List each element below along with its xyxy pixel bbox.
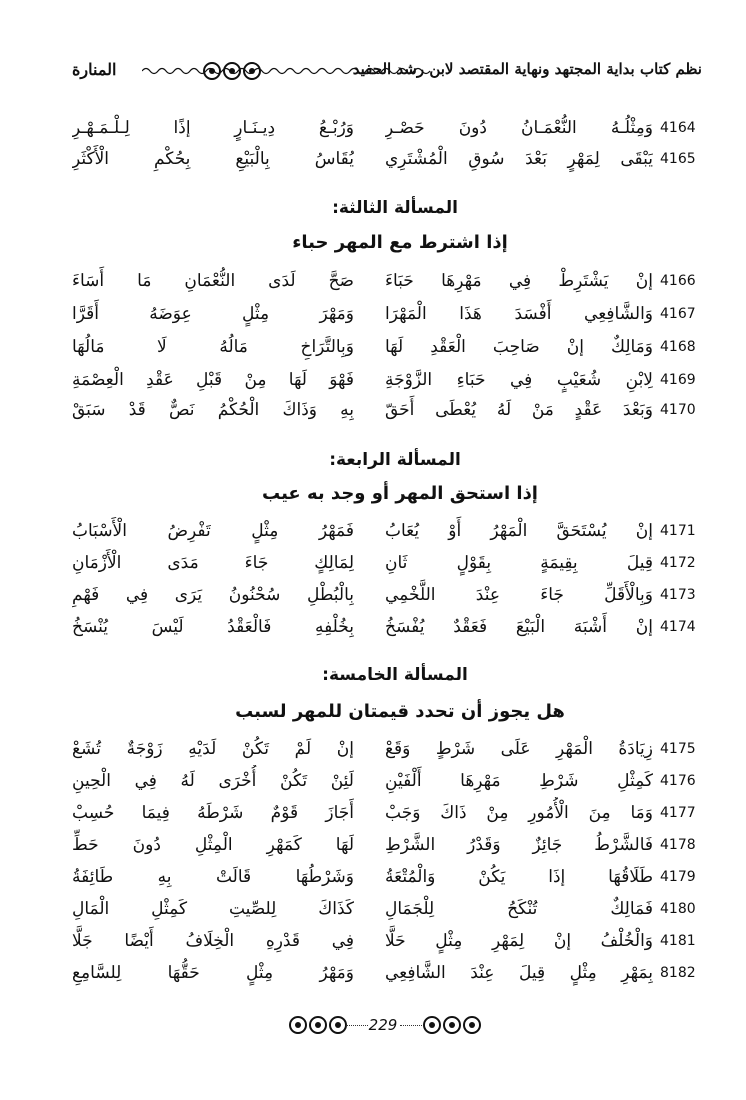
verse-first-hemistich: وَمَالِكٌ إنْ صَاحِبَ الْعَقْدِ لَهَا [385, 337, 653, 357]
footer-rule [400, 1025, 422, 1026]
verse-first-hemistich: وَبِالْأَقَلِّ جَاءَ عِنْدَ اللَّخْمِي [385, 585, 653, 605]
verse-number: 4173 [660, 587, 696, 603]
verse-first-hemistich: إنْ يَشْتَرِطْ فِي مَهْرِهَا حَبَاءَ [385, 271, 653, 291]
verse-row [0, 298, 746, 330]
verse-row [0, 957, 746, 989]
verse-number: 8182 [660, 965, 696, 981]
verse-first-hemistich: إنْ يُسْتَحَقَّ الْمَهْرُ أَوْ يُعَابُ [385, 521, 653, 541]
verse-number: 4166 [660, 273, 696, 289]
section-title: المسألة الخامسة: [322, 665, 468, 685]
verse-number: 4165 [660, 151, 696, 167]
section-subtitle: هل يجوز أن تحدد قيمتان للمهر لسبب [235, 701, 565, 722]
section-subtitle: إذا استحق المهر أو وجد به عيب [262, 483, 538, 504]
flower-ornament-icon [288, 1013, 348, 1037]
verse-number: 4167 [660, 306, 696, 322]
verse-number: 4179 [660, 869, 696, 885]
verse-second-hemistich: بِخُلْفِهِ فَالْعَقْدُ لَيْسَ يُنْسَخُ [72, 617, 354, 637]
section-subtitle: إذا اشترط مع المهر حباء [292, 232, 508, 253]
verse-first-hemistich: طَلَاقُهَا إذَا يَكُنْ وَالْمُتْعَةُ [385, 867, 653, 887]
verse-row [0, 265, 746, 297]
verse-row [0, 331, 746, 363]
verse-second-hemistich: فِي قَدْرِهِ الْخِلَافُ أَيْضًا جَلَّا [72, 931, 354, 951]
verse-first-hemistich: وَالشَّافِعِي أَفْسَدَ هَذَا الْمَهْرَا [385, 304, 653, 324]
verse-number: 4164 [660, 120, 696, 136]
verse-number: 4171 [660, 523, 696, 539]
verse-first-hemistich: قِيلَ بِقِيمَةٍ بِقَوْلٍ ثَانِ [385, 553, 653, 573]
verse-second-hemistich: وَرُبْـعُ دِيـنَـارٍ إذًا لِـلْـمَـهْـرِ [72, 118, 354, 138]
verse-row [0, 829, 746, 861]
footer-rule [346, 1025, 368, 1026]
verse-first-hemistich: إنْ أَشْبَهَ الْبَيْعَ فَعَقْدٌ يُفْسَخُ [385, 617, 653, 637]
verse-row [0, 364, 746, 396]
verse-second-hemistich: كَذَاكَ لِلصِّيتِ كَمِثْلِ الْمَالِ [72, 899, 354, 919]
verse-second-hemistich: لَئِنْ تَكُنْ أُخْرَى لَهُ فِي الْحِينِ [72, 771, 354, 791]
verse-second-hemistich: يُقَاسُ بِالْبَيْعِ بِحُكْمِ الْأَكْثَرِ [72, 149, 354, 169]
verse-row [0, 394, 746, 426]
header-series-label: المنارة [72, 60, 117, 79]
header-wave-rule [142, 66, 434, 76]
verse-first-hemistich: وَمِثْلُـهُ النُّعْمَـانُ دُونَ حَصْـرِ [385, 118, 653, 138]
verse-second-hemistich: بِالْبُطْلِ سُحْنُونُ يَرَى فِي فَهْمِ [72, 585, 354, 605]
verse-number: 4169 [660, 372, 696, 388]
verse-number: 4180 [660, 901, 696, 917]
verse-row [0, 925, 746, 957]
verse-second-hemistich: فَهْوَ لَهَا مِنْ قَبْلِ عَقْدِ الْعِصْمَةِ [72, 370, 354, 390]
verse-row [0, 611, 746, 643]
verse-row [0, 893, 746, 925]
flower-ornament-icon [422, 1013, 482, 1037]
verse-row [0, 579, 746, 611]
verse-number: 4168 [660, 339, 696, 355]
verse-second-hemistich: صَحَّ لَدَى النُّعْمَانِ مَا أَسَاءَ [72, 271, 354, 291]
verse-first-hemistich: بِمَهْرِ مِثْلٍ قِيلَ عِنْدَ الشَّافِعِي [385, 963, 653, 983]
verse-first-hemistich: فَالشَّرْطُ جَائِزٌ وَقَدْرُ الشَّرْطِ [385, 835, 653, 855]
verse-second-hemistich: وَمَهْرَ مِثْلٍ عِوَضَهُ أَقَرَّا [72, 304, 354, 324]
verse-row [0, 112, 746, 144]
verse-number: 4176 [660, 773, 696, 789]
page-footer [280, 1012, 480, 1042]
verse-number: 4181 [660, 933, 696, 949]
verse-row [0, 733, 746, 765]
verse-first-hemistich: لِابْنِ شُعَيْبٍ فِي حَبَاءِ الزَّوْجَةِ [385, 370, 653, 390]
verse-row [0, 143, 746, 175]
page-number: 229 [368, 1016, 398, 1034]
verse-first-hemistich: يَبْقَى لِمَهْرٍ بَعْدَ سُوقِ الْمُشْتَرِي [385, 149, 653, 169]
verse-row [0, 861, 746, 893]
verse-first-hemistich: وَمَا مِنَ الْأُمُورِ مِنْ ذَاكَ وَجَبْ [385, 803, 653, 823]
verse-second-hemistich: وَشَرْطُهَا قَالَتْ بِهِ طَائِفَةُ [72, 867, 354, 887]
running-header [72, 58, 702, 88]
verse-row [0, 765, 746, 797]
verse-row [0, 797, 746, 829]
verse-second-hemistich: لَهَا كَمَهْرِ الْمِثْلِ دُونَ حَطِّ [72, 835, 354, 855]
verse-second-hemistich: وَمَهْرُ مِثْلٍ حَقُّهَا لِلسَّامِعِ [72, 963, 354, 983]
verse-first-hemistich: وَبَعْدَ عَقْدٍ مَنْ لَهُ يُعْطَى أَحَقّ [385, 400, 653, 420]
verse-number: 4177 [660, 805, 696, 821]
verse-second-hemistich: وَبِالتَّرَاخِ مَالُهُ لَا مَالُهَا [72, 337, 354, 357]
verse-first-hemistich: زِيَادَةُ الْمَهْرِ عَلَى شَرْطٍ وَقَعْ [385, 739, 653, 759]
verse-second-hemistich: فَمَهْرُ مِثْلٍ تَفْرِضُ الْأَسْبَابُ [72, 521, 354, 541]
verse-second-hemistich: بِهِ وَذَاكَ الْحُكْمُ نَصٌّ قَدْ سَبَقْ [72, 400, 354, 420]
verse-number: 4175 [660, 741, 696, 757]
verse-second-hemistich: إنْ لَمْ تَكُنْ لَدَيْهِ زَوْجَةٌ تُشَعْ [72, 739, 354, 759]
verse-number: 4170 [660, 402, 696, 418]
verse-second-hemistich: أَجَازَ قَوْمٌ شَرْطَهُ فِيمَا حُسِبْ [72, 803, 354, 823]
section-title: المسألة الرابعة: [329, 450, 461, 470]
verse-first-hemistich: وَالْخُلْفُ إنْ لِمَهْرِ مِثْلٍ حَلَّا [385, 931, 653, 951]
verse-first-hemistich: فَمَالِكٌ تُنْكَحُ لِلْجَمَالِ [385, 899, 653, 919]
verse-row [0, 515, 746, 547]
verse-row [0, 547, 746, 579]
verse-second-hemistich: لِمَالِكٍ جَاءَ مَدَى الْأَزْمَانِ [72, 553, 354, 573]
verse-number: 4172 [660, 555, 696, 571]
verse-number: 4174 [660, 619, 696, 635]
verse-first-hemistich: كَمِثْلِ شَرْطِ مَهْرِهَا أَلْفَيْنِ [385, 771, 653, 791]
verse-number: 4178 [660, 837, 696, 853]
section-title: المسألة الثالثة: [332, 198, 458, 218]
header-title: نظم كتاب بداية المجتهد ونهاية المقتصد لابن رشد الحفيد [352, 60, 702, 78]
